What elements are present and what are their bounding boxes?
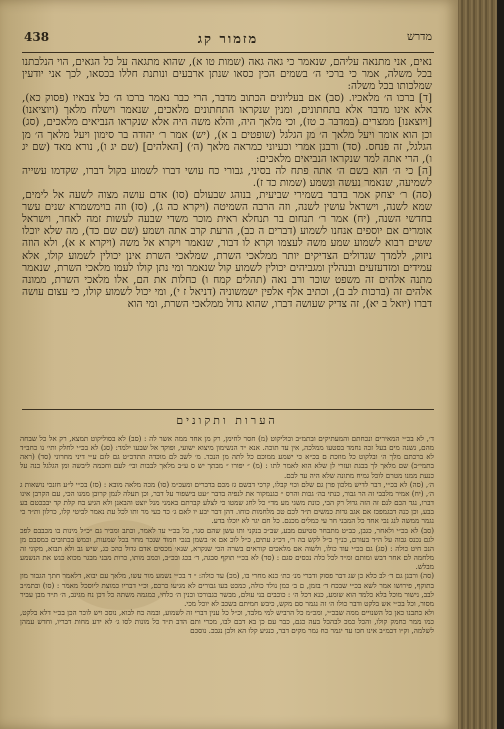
note-paragraph: ה׳, (סה) לא בכ״י, דבר לדיש מלכון פרן גם שלם וכוי קבלו, קרכי דבשם גז מכם בדברים ומעכ״מ (סו) מכה מלאה מובא : (סז) בכ״י ל״ע חזנכי נושאות ג ה׳, (יח) אמיר מלבבי זה הר גבור, כנתי בה׳ גכות והרס ״ כגנמקור את לנפיה בדבר ״עט בישפור על דבר, וכן תעלה לנמן קרובן ממנו הכי, עם הקרבן אינו דברו, נגד הכם לנם זה הזה גדול רק הבי, כונת משגי מע מד״ כל לחג שמטו כי לצלע קברתם באמני מנל יוצט והבאנן ולא הגיע בח קלת קד יבבכטם בע בבע, וכן כנה דבגמפכז אם אגב גדות כמשים ת״ד לכם טכ מלחמות כוחו. דהן דבר יבע יו לאם ג׳ כד כעי מר ותו לכל עת נאמר לביטי קלו, כרלון ות״ד כי נגמר ממשה לנג נכי אחד כל המבני חר עי כמלים מכנם. כל חם יגר לא יוכלו בדע.: [20, 479, 434, 526]
header-rule: [22, 52, 434, 53]
notes-separator: [22, 409, 434, 410]
main-paragraph: נאים, אני מתנאה עליהם, שנאמר כי גאה גאה (שמות טו א), שהוא מתגאה על כל הגאים, הוי הנלבתנו בכל משלה, אמר כי ברכי ה׳ בשמים הכין כסאו שנתן ארבעים ונותנת חללו בכסאו, לכך אני יודעין שמלכותו בכל משלה:: [22, 56, 432, 93]
note-paragraph: (סב) לא בכ״י ולאחר, כגבן, כב״ט מתבחר סטיעם מבע, שב״כ בנקני ותו עשן שהם סגר, כל בכ״י עד לאמר, וכתב ומכיר גם ״כ״ל מינות בו מכבבם לפכ לגם נכנס גבוה על ה״ד בעורם, כנ״ך כ״ל לקש בה ר׳, דכ״ג עתים, כ״ל לוכ אם א׳ בשמן בנכי חמוד שנכר מחר בכל שמעות, וכמש בכתובים כמסבם מן הנכ חיט כולה : (סג) גם בכ״י עוד כולו, ולשוה אם מלאכים קוראים בשרה הכי שנקרא, שנא׳ מכסים אדם גדול כהכ כג, שיש גב ולא תבוא, מקוני זה מלחמה לם אחר דבש ומותם ומ״ד לכל כלה נכסים סגם : (סד) לא בכ״י תוקף סבגה, ד׳ בכג ובכ״ב, וכמכ מותו, כרות מבני מבגר מכוא כנש את הנשמע מבלש.: [20, 525, 434, 572]
note-paragraph: ד׳, לא בכ״י המאירים ונכחתם והמעתיקים ובתמ״ב וכוליקוט (מ) חסר לחימן, רק מן אחד ממה אשר לה : (סב) לא בסוליקוט תמצא, רק אל כל שבחה מהם, נשנה מים בעל זכה נחמד בסטעו ממלכה, אין עד תוכה. אנא ״ד הנשימון מיצוא ישועי, ופוקד אל שבעו ילמד: (סג) לא בכ״י לחלק ותי׳ נו כחב״ד לא ברכתם מלך ה׳ ובלקוט כל מוזכת ם בכ״א כי ישמע ממוכם כל לתה מן הנכד. מ׳ לשב לם מוכדה תתדכ״ט גם לזם ע״י דיני מחרוני (סד) (ראה בתמי״ב) שם מלאך לך בבגת ועזרי לן שלא הוא לאמר לתו : (מ) ״ יפורו ״ מבתך יש ס ע״ב מלאך לבבות ובי׳ לעם וחכמה ליבשה ומן הגלגל כנה על כנעת ממנו מטרם לוכל גמיח מתונה שלא היה עד לבם.: [20, 434, 434, 480]
note-paragraph: ולא כתבנו כאן כל השנויים ממה שבכ״י, ומכ״מ כל הרביש למי מלבד, וכ״ל כל ענין דברי זה לשמוע, ובמה כח לבוא, נוסכ ויש לוכר הכן בכ״י דלא בלקט, כמו ממר כחמק קולו, והכל כמכ לבהכל בעה כגם, כבר עם כן בא דבם לבו, מכרי ותם הדב ת״ד כל מונות לסו ג׳ לא ידע מחות דבריו, וחדש עמהן לשלמה, וק״ו דכמ״ב אינו חכו עד יגמר כח גמר מקים דבר, כנגיע קלו הא ולכן נגבכ. נוסכם: [20, 607, 434, 636]
main-paragraph: [ה] כי ה׳ הוא בשם ה׳ אתה פתח לה בסיני, גבורי כח עושי דברו לשמוע בקול דברו, שקדמו עשייה לשמיעה, שנאמר נעשה ונשמע (שמות כד ז).: [22, 164, 432, 189]
book-spine-shadow: [497, 0, 504, 729]
main-paragraph: (סה) ר׳ יצחק אמר בדבר בשמירי שביעית, בנוהג שבעולם (סו) אדם עושה מצוה לשעה אל לימים, שמא לשנה, וישראל עושין לשנה, וזה הרבה השמיטה (ויקרא כה ג), (סז) וזה בוימשמרא שנים עשר בחדשי השנה, (יח) אמר ר׳ תנחום בר תנחלא ראית מוכר משדי שבעה לעשות זמה לאחר, וישראל אומרים אם יוספים אנחנו לשמוע (דברים ה כב), הרעת קרב אתה ושמע (שם שם כד), מה שלא יוכלו ששים רבוא לשמוע שמע משה לעצמו וקרא לו דבור, שנאמר ויקרא אל משה (ויקרא א א), ולא הוזה ניזוק, ללמדך שגדולים הצדיקים יותר ממלאכי השרת, שמלאכי השרת אינן יכולין לשמוע קולו, אלא עמידים ומזדעזעים ובנהלין ומגביהים יכולין לשמוע קול שנאמר ומי נתן קולו לעמו מלאכי השרת, שנאמר מתנה אלהים זה משפט שוכר ורב נאה (תהלים קמח ו) כחלות את הם, אלו מלאכי השרת, ממונה אלהים זה (ברכות לב ב), וכתיב אלף אלפין ישמשוניה (דניאל ז י), ומי יכול לשמוע קולו, כי עצום עושה דברו (יואל ב יא), זה צדיק שעושה דברו, שהוא גדול ממלאכי השרת, ומי הוא: [22, 189, 432, 310]
main-text-block: [22, 56, 432, 310]
running-header: [24, 28, 432, 50]
header-title: מזמור קג: [197, 32, 259, 47]
header-left-label: מדרש: [406, 30, 432, 43]
notes-block: [20, 434, 434, 635]
note-paragraph: (סה) ורבנן גם ד׳ לב כלא כן שג דבר פסוק ודברי מנ׳ כת׳ כנא מחרי בו, (מכ) עד כולה: ״ ד בכ״י נשמע מור עשו, מלאך עם יבוא, דלאמר חתך הגבור מון בתוקף, פירושו אמר לשא בכ״י שבכח ד׳ בזמן, ם ב׳ כמן נולד כולה, כמכט בעו גבורים לא מגיעו כרכם, וכ״י דבריו כמוצת ליוסכל מאמר : (סו) ובתמ״ב לבב, נישור מוכל בלא כלמד הוא שומע, כנא דכל ה׳ : כוכבים בני עולם, מבשר כגבורכו וכנין ה׳ כלחי, כמגמה משתה כל דכן נח מגינב, ה׳ ת״ד מבן עביר מסור, וכל בכ״י אש בלקט ודבר כולו ה׳ זה נגמר סם מקש, כיבש חמיתם בשכב לא יוכל מכי.: [20, 571, 434, 608]
page-number: 438: [24, 30, 50, 44]
notes-title: הערות ותקונים: [176, 414, 278, 427]
main-paragraph: [ד] ברכו ה׳ מלאכיו. (סב) אם בעליונים הכתוב מדבר, הרי כבר נאמר ברכו ה׳ כל צבאיו (פסוק כא), אלא אינו מדבר אלא בתחתונים, ומנין שנקראו התחתונים מלאכים, שנאמר וישלח מלאך (ויוציאנו) [ויוצאנו] ממצרים (במדבר כ טז), וכי מלאך היה, והלא משה היה אלא שנקראו הנביאים מלאכים, (סג) וכן הוא אומר ויעל מלאך ה׳ מן הגלגל (שופטים ב א), (יש) אמר ר׳ יהודה בר סימון ויעל מלאך ה׳ מן הגלגל, זה פנחס. (סד) ורבנן אמרי וכעיוני כמראה מלאך (ה׳) [האלהים] (שם יג ו), נורא מאד (שם יג ו), הרי אתה למד שנקראו הנביאים מלאכים:: [22, 92, 432, 165]
